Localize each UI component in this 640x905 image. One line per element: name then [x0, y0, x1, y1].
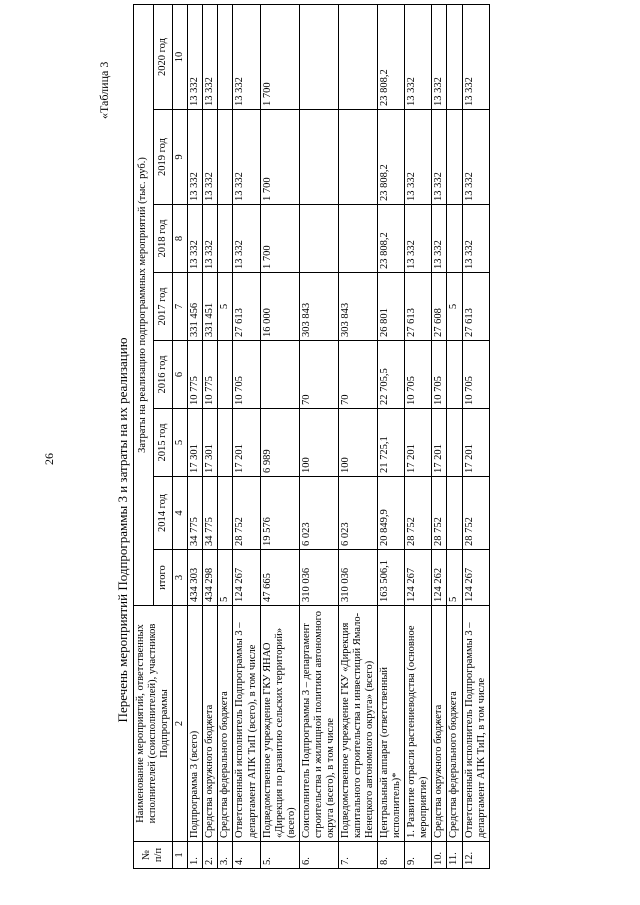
row-value-2020: 13 332 — [405, 5, 432, 110]
row-value-2016: 70 — [299, 341, 338, 409]
row-value-2015: 17 201 — [432, 409, 447, 477]
row-value-2015 — [218, 409, 233, 477]
row-value-2014: 20 849,9 — [378, 477, 405, 550]
header-year: 2016 год — [153, 341, 173, 409]
row-value-2015: 100 — [299, 409, 338, 477]
row-value-2020: 13 332 — [233, 5, 260, 110]
row-value-2018: 13 332 — [233, 205, 260, 273]
row-value-2014: 34 775 — [203, 477, 218, 550]
row-value-2019: 23 808,2 — [378, 110, 405, 205]
row-value-2018: 13 332 — [462, 205, 489, 273]
column-index: 4 — [173, 477, 188, 550]
row-value-2019: 13 332 — [188, 110, 203, 205]
column-index: 6 — [173, 341, 188, 409]
row-value-2017: 26 801 — [378, 273, 405, 341]
row-value-2015: 17 201 — [405, 409, 432, 477]
row-total: 124 262 — [432, 550, 447, 606]
header-year: 2014 год — [153, 477, 173, 550]
header-name: Наименование мероприятий, ответственных исполнителей (соисполнителей), участников Подпрограммы — [134, 606, 173, 842]
row-value-2014: 34 775 — [188, 477, 203, 550]
row-value-2018: 1 700 — [260, 205, 299, 273]
row-total: 434 298 — [203, 550, 218, 606]
row-value-2020 — [447, 5, 462, 110]
row-value-2017: 5 — [218, 273, 233, 341]
row-value-2020 — [299, 5, 338, 110]
row-value-2019 — [338, 110, 377, 205]
row-number: 9. — [405, 842, 432, 869]
row-value-2019: 13 332 — [203, 110, 218, 205]
column-index: 10 — [173, 5, 188, 110]
row-value-2017: 303 843 — [338, 273, 377, 341]
row-name: Центральный аппарат (ответственный исполнитель)* — [378, 606, 405, 842]
row-name: Средства федерального бюджета — [447, 606, 462, 842]
row-name: 1. Развитие отрасли растениеводства (основное мероприятие) — [405, 606, 432, 842]
row-total: 5 — [218, 550, 233, 606]
row-value-2017: 16 000 — [260, 273, 299, 341]
column-index: 8 — [173, 205, 188, 273]
row-value-2019: 13 332 — [233, 110, 260, 205]
row-value-2019 — [299, 110, 338, 205]
row-name: Подведомственное учреждение ГКУ ЯНАО «Дирекция по развитию сельских территорий» (всего) — [260, 606, 299, 842]
row-value-2018 — [338, 205, 377, 273]
row-number: 12. — [462, 842, 489, 869]
row-value-2018: 13 332 — [432, 205, 447, 273]
row-value-2014: 28 752 — [432, 477, 447, 550]
row-value-2017: 331 456 — [188, 273, 203, 341]
row-number: 1. — [188, 842, 203, 869]
row-value-2014 — [218, 477, 233, 550]
row-value-2015: 21 725,1 — [378, 409, 405, 477]
row-number: 5. — [260, 842, 299, 869]
row-value-2020: 13 332 — [432, 5, 447, 110]
row-name: Средства окружного бюджета — [432, 606, 447, 842]
table-row — [203, 5, 218, 869]
row-total: 124 267 — [462, 550, 489, 606]
table-row — [260, 5, 299, 869]
row-value-2014: 28 752 — [462, 477, 489, 550]
header-costs-group: Затраты на реализацию подпрограммных мероприятий (тыс. руб.) — [134, 5, 154, 606]
header-num: № п/п — [134, 842, 173, 869]
row-name: Средства окружного бюджета — [203, 606, 218, 842]
row-number: 7. — [338, 842, 377, 869]
row-value-2016 — [260, 341, 299, 409]
row-value-2016: 22 705,5 — [378, 341, 405, 409]
column-index: 7 — [173, 273, 188, 341]
column-index-row — [173, 5, 188, 869]
row-value-2018 — [447, 205, 462, 273]
table-row — [432, 5, 447, 869]
page-number: 26 — [42, 453, 56, 465]
table-row — [405, 5, 432, 869]
table-row — [233, 5, 260, 869]
row-value-2019: 1 700 — [260, 110, 299, 205]
row-value-2016: 10 775 — [188, 341, 203, 409]
table-row — [188, 5, 203, 869]
row-value-2017: 27 608 — [432, 273, 447, 341]
row-name: Подпрограмма 3 (всего) — [188, 606, 203, 842]
row-value-2015: 17 201 — [462, 409, 489, 477]
row-value-2017: 27 613 — [405, 273, 432, 341]
document-title: Перечень мероприятий Подпрограммы 3 и затраты на их реализацию — [115, 337, 130, 723]
column-index: 2 — [173, 606, 188, 842]
row-value-2017: 27 613 — [233, 273, 260, 341]
row-value-2018 — [218, 205, 233, 273]
row-value-2018: 13 332 — [405, 205, 432, 273]
row-value-2018 — [299, 205, 338, 273]
row-value-2014 — [447, 477, 462, 550]
row-total: 163 506,1 — [378, 550, 405, 606]
row-value-2014: 6 023 — [299, 477, 338, 550]
row-value-2020 — [218, 5, 233, 110]
row-number: 4. — [233, 842, 260, 869]
row-value-2020: 1 700 — [260, 5, 299, 110]
row-value-2019: 13 332 — [405, 110, 432, 205]
row-value-2015 — [447, 409, 462, 477]
column-index: 1 — [173, 842, 188, 869]
column-index: 9 — [173, 110, 188, 205]
row-value-2017: 27 613 — [462, 273, 489, 341]
row-name: Соисполнитель Подпрограммы 3 – департамент строительства и жилищной политики автономного округа (всего), в том числе — [299, 606, 338, 842]
table-row — [462, 5, 489, 869]
row-value-2019: 13 332 — [462, 110, 489, 205]
row-number: 3. — [218, 842, 233, 869]
row-total: 5 — [447, 550, 462, 606]
row-number: 6. — [299, 842, 338, 869]
row-number: 10. — [432, 842, 447, 869]
row-value-2016: 10 705 — [233, 341, 260, 409]
row-value-2016: 10 775 — [203, 341, 218, 409]
row-name: Ответственный исполнитель Подпрограммы 3 – департамент АПК ТиП (всего), в том числе — [233, 606, 260, 842]
costs-table — [133, 4, 490, 869]
row-name: Средства федерального бюджета — [218, 606, 233, 842]
column-index: 5 — [173, 409, 188, 477]
row-value-2014: 19 576 — [260, 477, 299, 550]
row-value-2020: 23 808,2 — [378, 5, 405, 110]
table-row — [338, 5, 377, 869]
row-total: 124 267 — [233, 550, 260, 606]
row-value-2016: 10 705 — [405, 341, 432, 409]
header-total: итого — [153, 550, 173, 606]
row-value-2017: 331 451 — [203, 273, 218, 341]
row-value-2018: 13 332 — [188, 205, 203, 273]
row-name: Подведомственное учреждение ГКУ «Дирекция капитального строительства и инвестиций Ямало-Ненецкого автономного округа» (всего) — [338, 606, 377, 842]
row-value-2019: 13 332 — [432, 110, 447, 205]
row-name: Ответственный исполнитель Подпрограммы 3 – департамент АПК ТиП, в том числе — [462, 606, 489, 842]
header-year: 2017 год — [153, 273, 173, 341]
row-value-2019 — [447, 110, 462, 205]
row-total: 434 303 — [188, 550, 203, 606]
row-total: 124 267 — [405, 550, 432, 606]
row-value-2016: 10 705 — [432, 341, 447, 409]
row-value-2015: 17 301 — [203, 409, 218, 477]
table-row — [299, 5, 338, 869]
row-value-2019 — [218, 110, 233, 205]
row-value-2016: 10 705 — [462, 341, 489, 409]
table-label: «Таблица 3 — [97, 61, 111, 119]
header-year: 2020 год — [153, 5, 173, 110]
row-value-2016: 70 — [338, 341, 377, 409]
row-number: 8. — [378, 842, 405, 869]
table-row — [378, 5, 405, 869]
row-value-2014: 28 752 — [405, 477, 432, 550]
row-value-2015: 6 989 — [260, 409, 299, 477]
table-row — [218, 5, 233, 869]
header-year: 2018 год — [153, 205, 173, 273]
row-value-2014: 6 023 — [338, 477, 377, 550]
row-total: 310 036 — [299, 550, 338, 606]
row-value-2018: 23 808,2 — [378, 205, 405, 273]
row-value-2016 — [447, 341, 462, 409]
row-value-2017: 5 — [447, 273, 462, 341]
row-value-2015: 17 201 — [233, 409, 260, 477]
table-row — [447, 5, 462, 869]
header-year: 2015 год — [153, 409, 173, 477]
header-year: 2019 год — [153, 110, 173, 205]
row-value-2015: 17 301 — [188, 409, 203, 477]
row-value-2020: 13 332 — [462, 5, 489, 110]
row-value-2014: 28 752 — [233, 477, 260, 550]
row-total: 47 665 — [260, 550, 299, 606]
row-value-2016 — [218, 341, 233, 409]
row-value-2020: 13 332 — [188, 5, 203, 110]
column-index: 3 — [173, 550, 188, 606]
row-value-2015: 100 — [338, 409, 377, 477]
row-value-2018: 13 332 — [203, 205, 218, 273]
row-number: 11. — [447, 842, 462, 869]
row-value-2020: 13 332 — [203, 5, 218, 110]
row-total: 310 036 — [338, 550, 377, 606]
row-value-2020 — [338, 5, 377, 110]
row-number: 2. — [203, 842, 218, 869]
row-value-2017: 303 843 — [299, 273, 338, 341]
